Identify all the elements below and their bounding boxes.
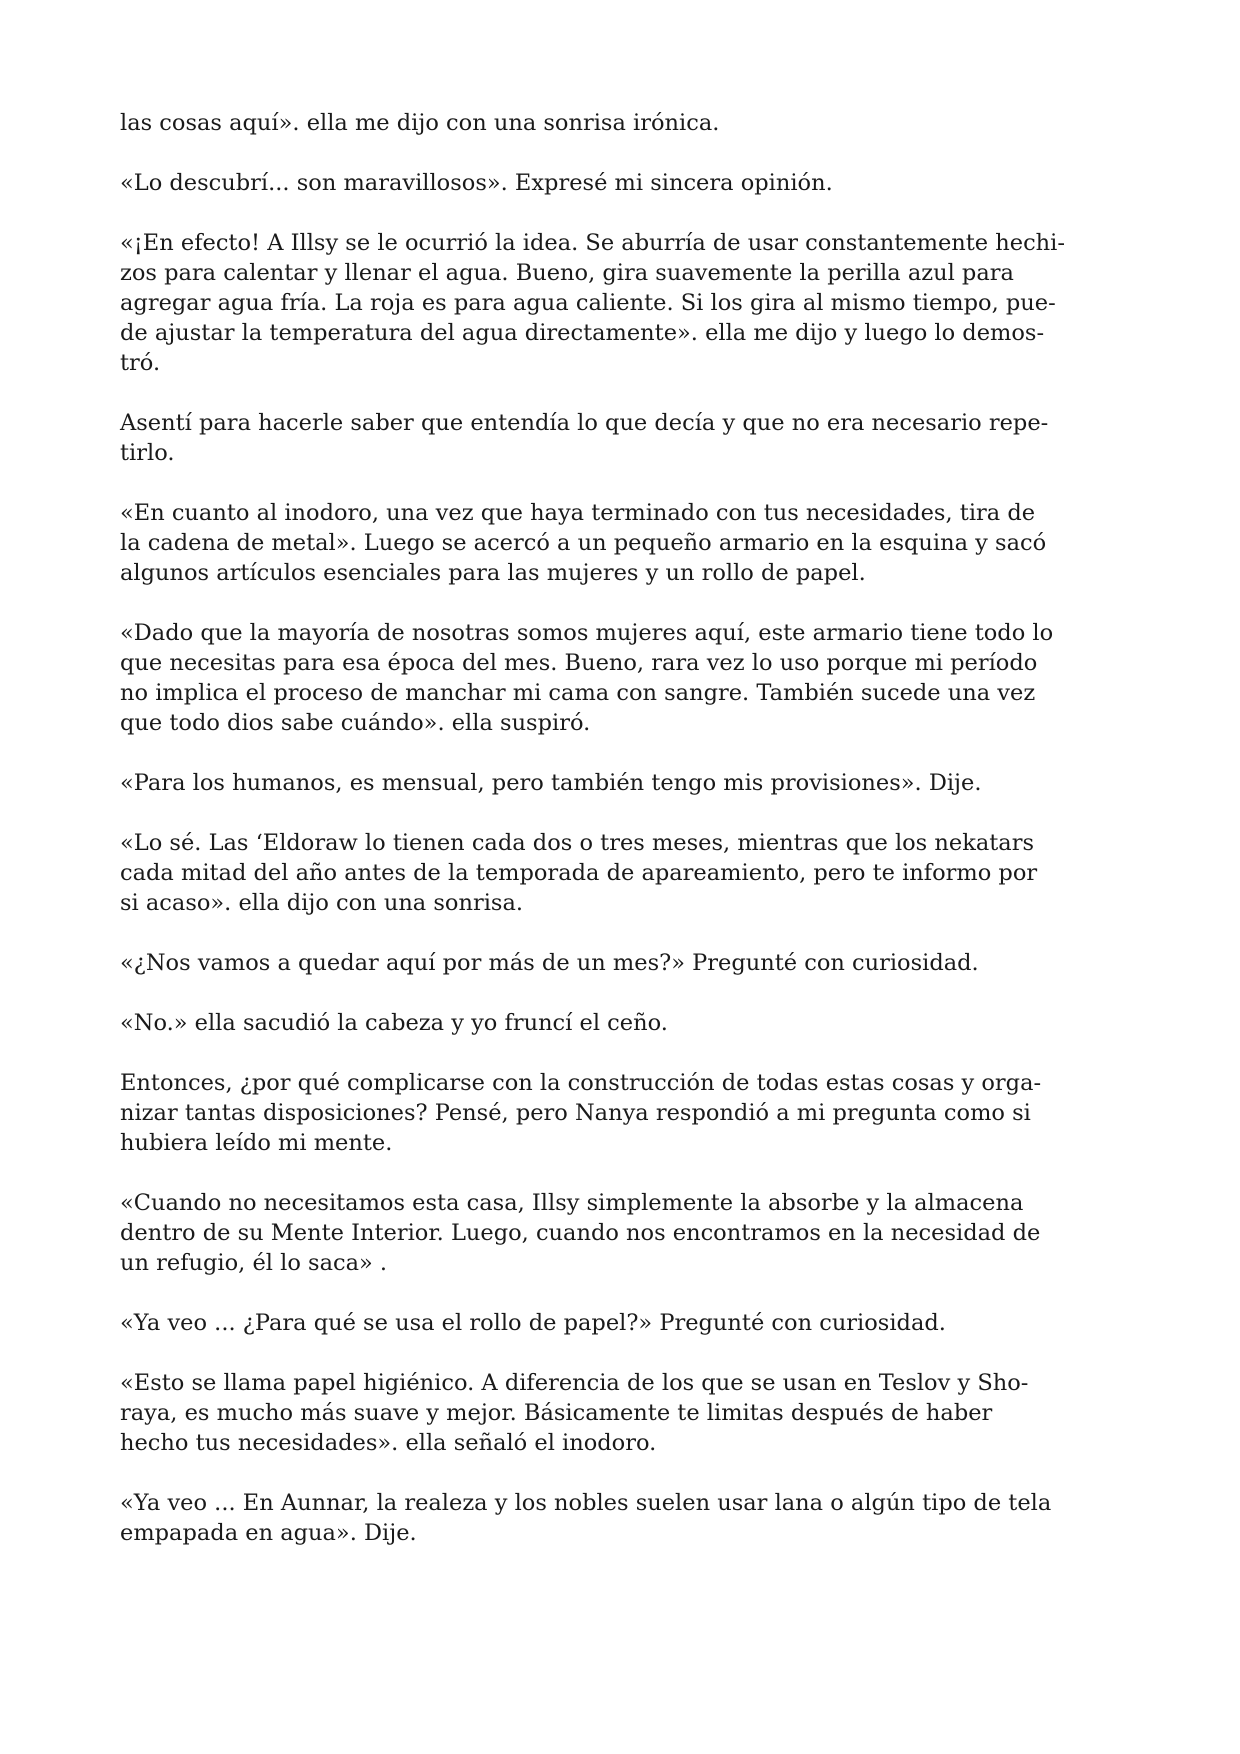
paragraph-1 bbox=[120, 108, 1120, 138]
text-line: agregar agua fría. La roja es para agua caliente. Si los gira al mismo tiempo, pue- bbox=[120, 290, 1056, 316]
text-line: nizar tantas disposiciones? Pensé, pero Nanya respondió a mi pregunta como si bbox=[120, 1100, 1031, 1126]
text-line: la cadena de metal». Luego se acercó a un pequeño armario en la esquina y sacó bbox=[120, 530, 1047, 556]
text-line: Asentí para hacerle saber que entendía lo que decía y que no era necesario repe- bbox=[120, 410, 1049, 436]
text-line: de ajustar la temperatura del agua directamente». ella me dijo y luego lo demos- bbox=[120, 320, 1045, 346]
paragraph-12 bbox=[120, 1188, 1120, 1278]
text-line: «Para los humanos, es mensual, pero también tengo mis provisiones». Dije. bbox=[120, 770, 982, 796]
text-line: tró. bbox=[120, 350, 161, 376]
text-line: Entonces, ¿por qué complicarse con la construcción de todas estas cosas y orga- bbox=[120, 1070, 1042, 1096]
paragraph-4 bbox=[120, 408, 1120, 468]
text-line: cada mitad del año antes de la temporada de apareamiento, pero te informo por bbox=[120, 860, 1038, 886]
text-line: dentro de su Mente Interior. Luego, cuando nos encontramos en la necesidad de bbox=[120, 1220, 1041, 1246]
paragraph-6 bbox=[120, 618, 1120, 738]
text-line: tirlo. bbox=[120, 440, 175, 466]
paragraph-3 bbox=[120, 228, 1120, 378]
text-line: empapada en agua». Dije. bbox=[120, 1520, 417, 1546]
text-line: que todo dios sabe cuándo». ella suspiró. bbox=[120, 710, 591, 736]
text-line: algunos artículos esenciales para las mujeres y un rollo de papel. bbox=[120, 560, 866, 586]
text-line: «Esto se llama papel higiénico. A diferencia de los que se usan en Teslov y Sho- bbox=[120, 1370, 1029, 1396]
text-line: zos para calentar y llenar el agua. Bueno, gira suavemente la perilla azul para bbox=[120, 260, 1014, 286]
text-line: hubiera leído mi mente. bbox=[120, 1130, 393, 1156]
paragraph-11 bbox=[120, 1068, 1120, 1158]
text-line: «¿Nos vamos a quedar aquí por más de un mes?» Pregunté con curiosidad. bbox=[120, 950, 979, 976]
paragraph-13 bbox=[120, 1308, 1120, 1338]
paragraph-5 bbox=[120, 498, 1120, 588]
text-line: raya, es mucho más suave y mejor. Básicamente te limitas después de haber bbox=[120, 1400, 993, 1426]
text-line: «Ya veo ... En Aunnar, la realeza y los nobles suelen usar lana o algún tipo de tela bbox=[120, 1490, 1052, 1516]
document-page bbox=[120, 108, 1120, 1578]
text-line: «Lo descubrí... son maravillosos». Expresé mi sincera opinión. bbox=[120, 170, 833, 196]
text-line: hecho tus necesidades». ella señaló el inodoro. bbox=[120, 1430, 657, 1456]
text-line: «Lo sé. Las ‘Eldoraw lo tienen cada dos o tres meses, mientras que los nekatars bbox=[120, 830, 1034, 856]
text-line: «No.» ella sacudió la cabeza y yo fruncí el ceño. bbox=[120, 1010, 668, 1036]
paragraph-8 bbox=[120, 828, 1120, 918]
text-line: «En cuanto al inodoro, una vez que haya terminado con tus necesidades, tira de bbox=[120, 500, 1036, 526]
text-line: no implica el proceso de manchar mi cama con sangre. También sucede una vez bbox=[120, 680, 1036, 706]
paragraph-15 bbox=[120, 1488, 1120, 1548]
text-line: que necesitas para esa época del mes. Bueno, rara vez lo uso porque mi período bbox=[120, 650, 1038, 676]
text-line: «¡En efecto! A Illsy se le ocurrió la idea. Se aburría de usar constantemente hechi- bbox=[120, 230, 1065, 256]
paragraph-7 bbox=[120, 768, 1120, 798]
text-line: «Dado que la mayoría de nosotras somos mujeres aquí, este armario tiene todo lo bbox=[120, 620, 1054, 646]
paragraph-10 bbox=[120, 1008, 1120, 1038]
text-line: «Cuando no necesitamos esta casa, Illsy simplemente la absorbe y la almacena bbox=[120, 1190, 1024, 1216]
text-line: un refugio, él lo saca» . bbox=[120, 1250, 388, 1276]
text-line: las cosas aquí». ella me dijo con una sonrisa irónica. bbox=[120, 110, 720, 136]
paragraph-2 bbox=[120, 168, 1120, 198]
paragraph-9 bbox=[120, 948, 1120, 978]
paragraph-14 bbox=[120, 1368, 1120, 1458]
text-line: si acaso». ella dijo con una sonrisa. bbox=[120, 890, 524, 916]
text-line: «Ya veo ... ¿Para qué se usa el rollo de papel?» Pregunté con curiosidad. bbox=[120, 1310, 946, 1336]
